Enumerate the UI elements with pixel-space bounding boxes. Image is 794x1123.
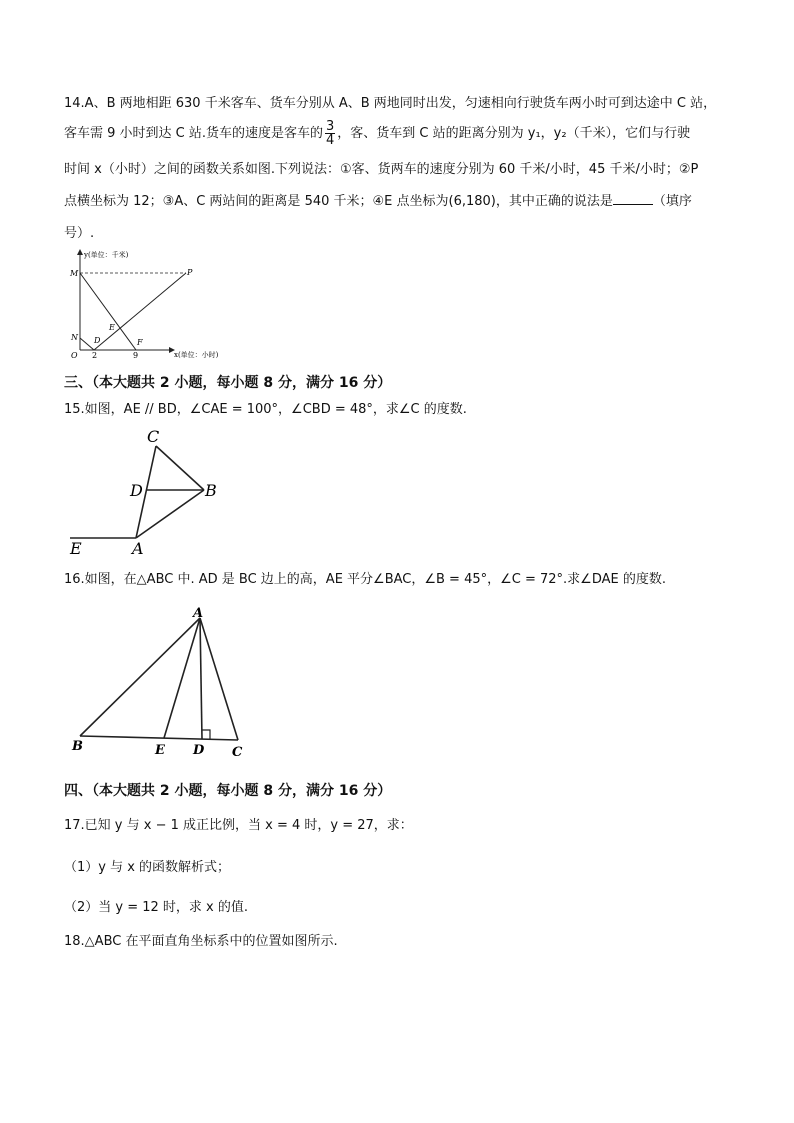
- segment-a-b: [136, 490, 204, 538]
- segment-a-c: [200, 618, 238, 740]
- q14-line2-part-a: 客车需 9 小时到达 C 站.货车的速度是客车的: [64, 126, 324, 141]
- q14-line4: [64, 190, 692, 209]
- point-e-coordinate: (6,180): [448, 194, 496, 209]
- label-m: M: [70, 269, 79, 278]
- q14-line1: 14.A、B 两地相距 630 千米客车、货车分别从 A、B 两地同时出发，匀速相向行驶货车两小时可到达途中 C 站，: [64, 96, 717, 111]
- label-c: C: [147, 427, 160, 446]
- q17-part1: （1）y 与 x 的函数解析式；: [64, 860, 231, 875]
- right-angle-mark: [202, 730, 210, 739]
- q15-figure: [66, 426, 236, 558]
- segment-a-d: [200, 618, 202, 739]
- label-c: C: [232, 745, 243, 760]
- q14-line4-part-c: ，其中正确的说法是: [495, 194, 613, 209]
- fraction: [325, 120, 335, 147]
- tick-9: 9: [133, 351, 139, 360]
- label-a: A: [132, 539, 144, 558]
- fraction-numerator: 3: [326, 119, 335, 134]
- label-f: F: [137, 338, 143, 347]
- answer-blank[interactable]: [613, 190, 653, 205]
- q14-line3: 时间 x（小时）之间的函数关系如图.下列说法：①客、货两车的速度分别为 60 千米/小时，45 千米/小时；②P: [64, 162, 699, 177]
- q17-text: 17.已知 y 与 x − 1 成正比例，当 x = 4 时，y = 27，求：: [64, 818, 413, 833]
- section-3-heading: 三、（本大题共 2 小题，每小题 8 分，满分 16 分）: [64, 375, 392, 391]
- label-e: E: [155, 743, 165, 758]
- segment-c-b: [156, 446, 204, 490]
- label-a: A: [193, 606, 204, 621]
- q17-part2: （2）当 y = 12 时，求 x 的值.: [64, 900, 249, 915]
- label-d: D: [94, 336, 101, 345]
- fraction-denominator: 4: [326, 133, 335, 148]
- label-d: D: [130, 481, 143, 500]
- q14-line5: 号）.: [64, 226, 95, 241]
- q16-text: 16.如图，在△ABC 中. AD 是 BC 边上的高，AE 平分∠BAC，∠B = 45°，∠C = 72°.求∠DAE 的度数.: [64, 572, 666, 587]
- segment-b-c: [80, 736, 238, 740]
- label-d: D: [193, 743, 205, 758]
- label-e: E: [109, 323, 115, 332]
- q18-text: 18.△ABC 在平面直角坐标系中的位置如图所示.: [64, 934, 338, 949]
- q14-distance-time-graph: [62, 246, 242, 364]
- q15-text: 15.如图，AE // BD，∠CAE = 100°，∠CBD = 48°，求∠C 的度数.: [64, 402, 467, 417]
- q16-figure: [68, 604, 254, 762]
- q14-line2-part-b: ，客、货车到 C 站的距离分别为 y₁，y₂（千米），它们与行驶: [337, 126, 691, 141]
- line-n-d: [80, 338, 94, 350]
- q14-line4-part-d: （填序: [652, 194, 692, 209]
- x-axis-label: x(单位：小时): [174, 351, 219, 359]
- tick-2: 2: [92, 351, 98, 360]
- label-n: N: [71, 333, 78, 342]
- label-e: E: [70, 539, 82, 558]
- label-origin: O: [71, 351, 78, 360]
- q14-line2: [64, 120, 690, 147]
- section-4-heading: 四、（本大题共 2 小题，每小题 8 分，满分 16 分）: [64, 783, 392, 799]
- q14-line4-part-a: 点横坐标为 12；③A、C 两站间的距离是 540 千米；④E 点坐标为: [64, 194, 449, 209]
- label-b: B: [72, 739, 83, 754]
- label-b: B: [205, 481, 217, 500]
- y-axis-label: y(单位：千米): [84, 251, 129, 259]
- label-p: P: [187, 268, 193, 277]
